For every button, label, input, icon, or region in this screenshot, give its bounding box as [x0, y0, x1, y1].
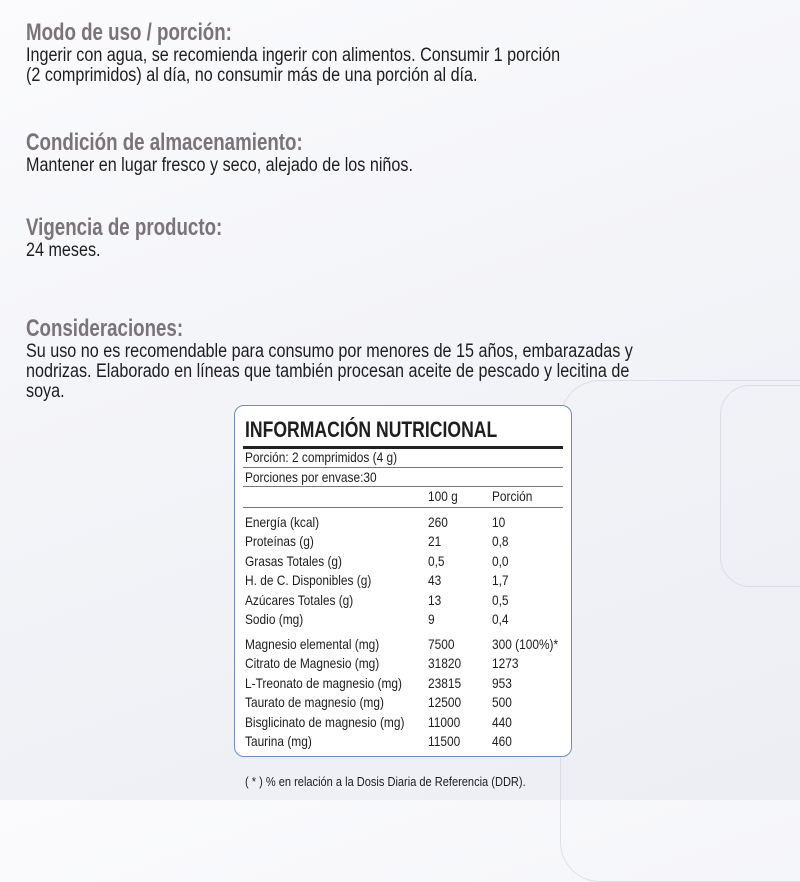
nutrient-value-portion: 1,7	[492, 572, 509, 589]
divider	[243, 507, 563, 508]
nutrient-value-100g: 11500	[428, 733, 461, 749]
shelf-life-heading: Vigencia de producto:	[26, 214, 223, 241]
nutrient-value-100g: 7500	[428, 636, 455, 652]
nutrient-name: Bisglicinato de magnesio (mg)	[245, 713, 405, 730]
nutrient-name: Magnesio elemental (mg)	[245, 636, 380, 652]
nutrient-value-100g: 11000	[428, 713, 461, 730]
usage-text	[26, 46, 560, 86]
usage-text-line: (2 comprimidos) al día, no consumir más de una porción al día.	[26, 65, 478, 86]
storage-text	[26, 156, 413, 176]
considerations-text-line: soya.	[26, 381, 65, 402]
nutrient-value-100g: 0,5	[428, 552, 445, 569]
nutrient-value-portion: 953	[492, 674, 512, 691]
nutrient-value-100g: 9	[428, 611, 435, 627]
nutrient-value-100g: 31820	[428, 655, 462, 672]
nutrient-value-portion: 1273	[492, 655, 519, 672]
divider	[243, 467, 563, 468]
nutrient-name: Sodio (mg)	[245, 611, 304, 627]
nutrient-value-100g: 43	[428, 572, 442, 589]
shelf-life-text	[26, 241, 240, 261]
nutrient-value-100g: 13	[428, 591, 442, 608]
nutrient-name: Citrato de Magnesio (mg)	[245, 655, 380, 672]
nutrient-value-portion: 0,8	[492, 533, 509, 550]
considerations-heading: Consideraciones:	[26, 315, 184, 342]
nutrition-facts-panel	[234, 405, 572, 757]
nutrient-name: Taurato de magnesio (mg)	[245, 694, 384, 711]
background-curve	[720, 385, 800, 587]
nutrient-name: L-Treonato de magnesio (mg)	[245, 674, 402, 691]
servings-per-container: Porciones por envase:30	[245, 469, 377, 485]
nutrient-value-portion: 300 (100%)*	[492, 636, 559, 652]
nutrient-value-portion: 10	[492, 514, 506, 530]
background-curve	[560, 380, 800, 882]
nutrient-name: H. de C. Disponibles (g)	[245, 572, 372, 589]
nutrient-value-100g: 23815	[428, 674, 462, 691]
nutrient-name: Grasas Totales (g)	[245, 552, 343, 569]
usage-section	[26, 20, 654, 86]
storage-section	[26, 130, 481, 176]
nutrient-value-portion: 0,4	[492, 611, 509, 627]
shelf-life-section	[26, 215, 278, 261]
nutrient-value-portion: 0,5	[492, 591, 509, 608]
nutrient-name: Azúcares Totales (g)	[245, 591, 354, 608]
serving-size: Porción: 2 comprimidos (4 g)	[245, 449, 398, 465]
considerations-text-line: nodrizas. Elaborado en líneas que también procesan aceite de pescado y lecitina de	[26, 361, 630, 382]
column-header-portion: Porción	[492, 488, 533, 504]
nutrient-value-portion: 460	[492, 733, 512, 749]
shelf-life-text-line: 24 meses.	[26, 240, 101, 261]
nutrient-value-portion: 440	[492, 713, 512, 730]
nutrient-value-portion: 500	[492, 694, 512, 711]
nutrient-value-100g: 12500	[428, 694, 462, 711]
considerations-section	[26, 316, 740, 402]
nutrient-value-100g: 21	[428, 533, 442, 550]
nutrient-value-portion: 0,0	[492, 552, 509, 569]
nutrition-footnote: ( * ) % en relación a la Dosis Diaria de Referencia (DDR).	[245, 774, 526, 789]
usage-heading: Modo de uso / porción:	[26, 19, 232, 46]
storage-text-line: Mantener en lugar fresco y seco, alejado de los niños.	[26, 155, 413, 176]
nutrient-name: Energía (kcal)	[245, 514, 320, 530]
nutrient-value-100g: 260	[428, 514, 448, 530]
considerations-text	[26, 342, 633, 402]
usage-text-line: Ingerir con agua, se recomienda ingerir con alimentos. Consumir 1 porción	[26, 45, 561, 66]
nutrition-title: INFORMACIÓN NUTRICIONAL	[245, 417, 498, 442]
nutrient-name: Proteínas (g)	[245, 533, 314, 550]
storage-heading: Condición de almacenamiento:	[26, 129, 303, 156]
considerations-text-line: Su uso no es recomendable para consumo por menores de 15 años, embarazadas y	[26, 341, 633, 362]
column-header-100g: 100 g	[428, 488, 458, 504]
divider	[243, 486, 563, 487]
nutrient-name: Taurina (mg)	[245, 733, 312, 749]
